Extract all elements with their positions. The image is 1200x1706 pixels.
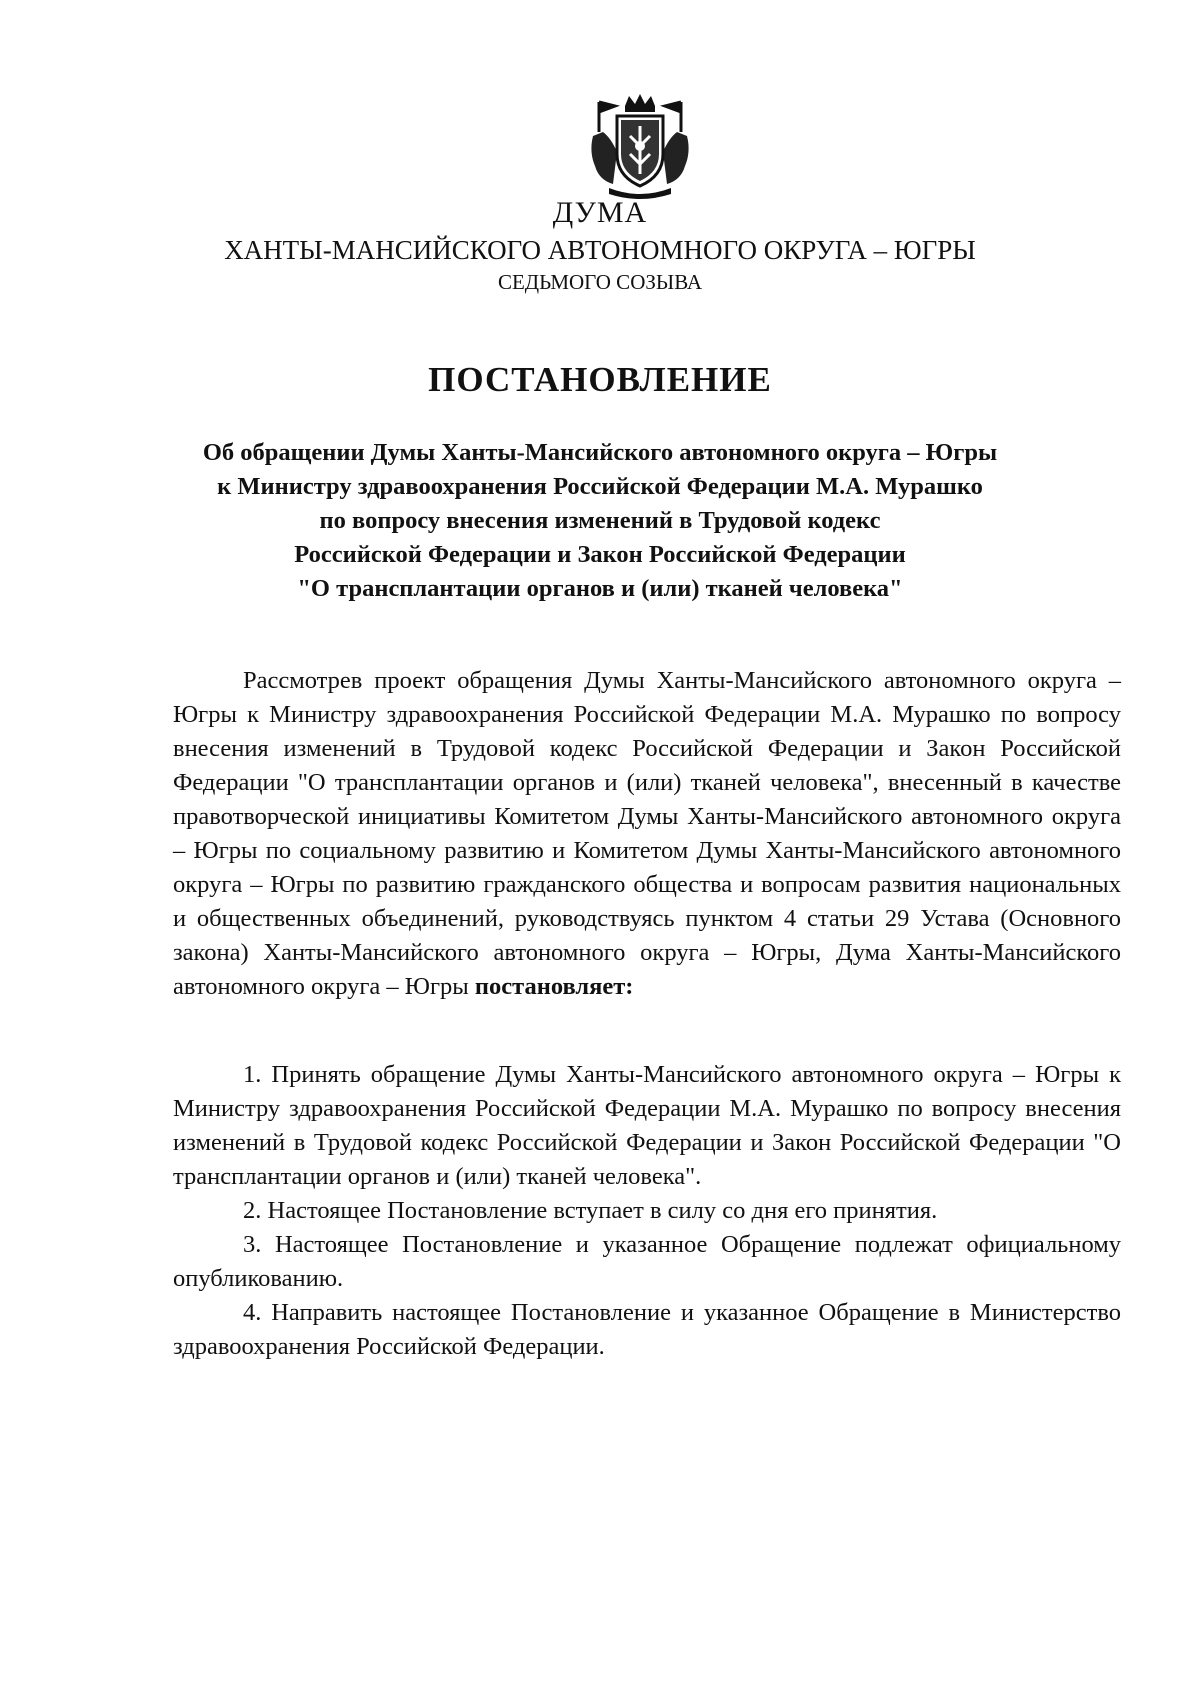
resolution-item: 4. Направить настоящее Постановление и указанное Обращение в Министерство здравоохранения Российской Федерации. [173,1299,1121,1360]
resolution-item: 2. Настоящее Постановление вступает в силу со дня его принятия. [243,1197,938,1224]
resolves-keyword: постановляет: [474,973,634,1000]
resolution-item: 1. Принять обращение Думы Ханты-Мансийского автономного округа – Югры к Министру здравоохранения Российской Федерации М.А. Мурашко по вопросу внесения изменений в Трудовой кодекс Российской Федерации и Закон Российской Федерации "О трансплантации органов и (или) тканей человека". [173,1061,1121,1190]
preamble [173,664,1121,1004]
subject-line: по вопросу внесения изменений в Трудовой кодекс [319,507,881,534]
subject-line: Российской Федерации и Закон Российской Федерации [294,541,906,568]
convocation: СЕДЬМОГО СОЗЫВА [497,270,703,294]
region-name: ХАНТЫ-МАНСИЙСКОГО АВТОНОМНОГО ОКРУГА – ЮГРЫ [224,235,976,265]
preamble-paragraph [173,664,1121,1004]
resolution-items [173,1058,1121,1364]
subject-line: "О трансплантации органов и (или) тканей человека" [297,575,903,602]
subject-line: к Министру здравоохранения Российской Федерации М.А. Мурашко [217,473,983,500]
parliament-name: ДУМА [552,196,648,229]
preamble-text: Рассмотрев проект обращения Думы Ханты-Мансийского автономного округа – Югры к Министру здравоохранения Российской Федерации М.А. Мурашко по вопросу внесения изменений в Трудовой кодекс Российской Федерации и Закон Российской Федерации "О трансплантации органов и (или) тканей человека", внесенный в качестве правотворческой инициативы Комитетом Думы Ханты-Мансийского автономного округа – Югры по социальному развитию и Комитетом Думы Ханты-Мансийского автономного округа – Югры по развитию гражданского общества и вопросам развития национальных и общественных объединений, руководствуясь пунктом 4 статьи 29 Устава (Основного закона) Ханты-Мансийского автономного округа – Югры, Дума Ханты-Мансийского автономного округа – Югры [173,667,1121,1000]
document-subject [150,436,1050,606]
coat-of-arms-icon [585,92,695,202]
subject-line: Об обращении Думы Ханты-Мансийского автономного округа – Югры [202,439,998,466]
document-type: ПОСТАНОВЛЕНИЕ [428,360,772,399]
resolution-item: 3. Настоящее Постановление и указанное Обращение подлежат официальному опубликованию. [173,1231,1121,1292]
